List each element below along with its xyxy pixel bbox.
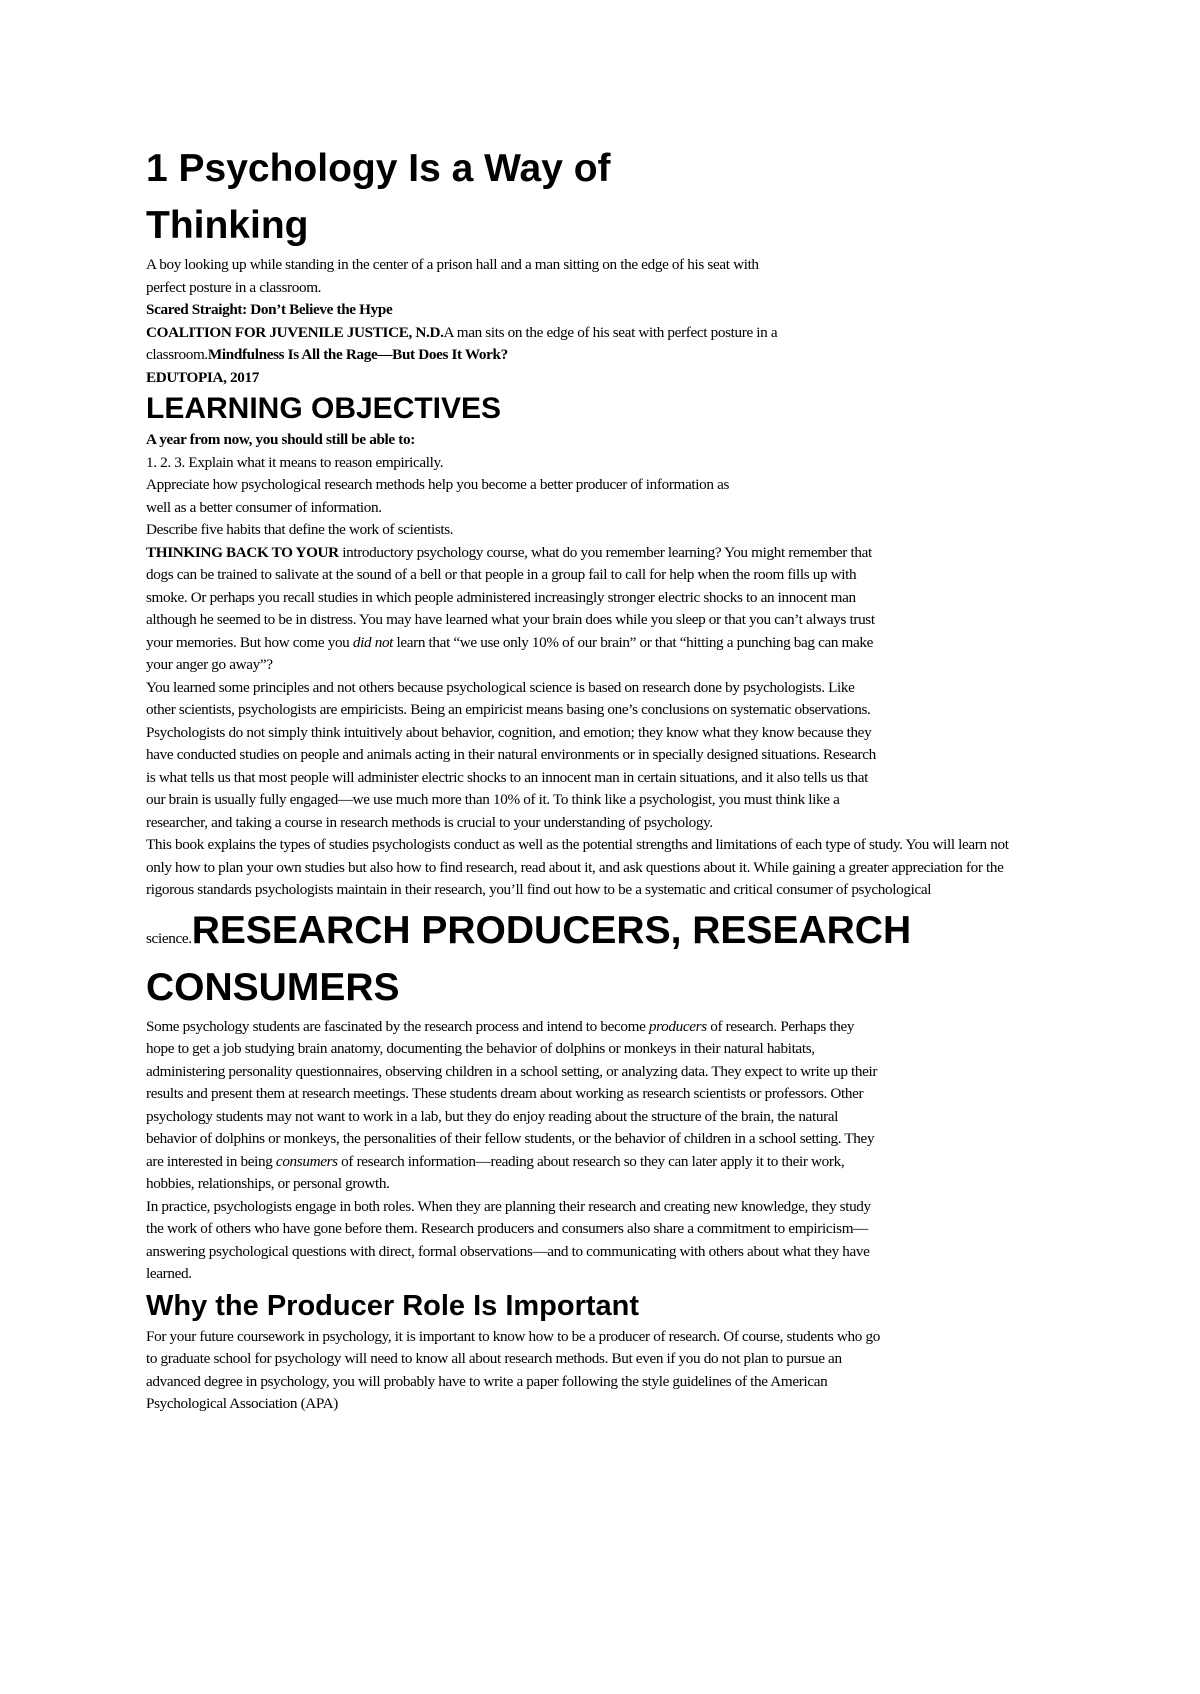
paragraph-book-overview-text: This book explains the types of studies psychologists conduct as well as the potential strengths and limitations of each type of study. You will learn not only how to plan your own studies but also how to find research, read about it, and ask questions about it. While gaining a greater appreciation for the rigorous standards psychologists maintain in their research, you’ll find out how to be a systematic and critical consumer of psychological science. bbox=[146, 836, 1009, 947]
source2-title: Mindfulness Is All the Rage—But Does It Work? bbox=[207, 346, 508, 363]
objective-2: Appreciate how psychological research methods help you become a better producer of information as well as a better consumer of information. bbox=[146, 476, 730, 516]
paragraph-producers-consumers bbox=[146, 1016, 881, 1196]
paragraph-pc-emphasis-consumers: consumers bbox=[275, 1152, 338, 1170]
paragraph-intro-emphasis: did not bbox=[352, 633, 394, 651]
chapter-title: 1 Psychology Is a Way of Thinking bbox=[146, 147, 611, 247]
objective-1: 1. 2. 3. Explain what it means to reason empirically. bbox=[146, 453, 444, 471]
paragraph-pc-text-c: of research information—reading about research so they can later apply it to their work, hobbies, relationships, or personal growth. bbox=[146, 1152, 845, 1192]
section-heading: RESEARCH PRODUCERS, RESEARCH CONSUMERS bbox=[146, 908, 912, 1009]
objective-3: Describe five habits that define the work of scientists. bbox=[146, 521, 454, 538]
document-page bbox=[146, 140, 1046, 1416]
paragraph-empiricism: You learned some principles and not others because psychological science is based on research done by psychologists. Like other scientists, psychologists are empiricists. Being an empiricist means basing one’s conclusions on systematic observations. Psychologists do not simply think intuitively about behavior, cognition, and emotion; they know what they know because they have conducted studies on people and animals acting in their natural environments or in specially designed situations. Research is what tells us that most people will administer electric shocks to an innocent man in certain situations, and it also tells us that our brain is usually fully engaged—we use much more than 10% of it. To think like a psychologist, you must think like a researcher, and taking a course in research methods is crucial to your understanding of psychology. bbox=[146, 678, 876, 831]
paragraph-pc-emphasis-producers: producers bbox=[648, 1017, 707, 1035]
paragraph-intro-text-b: learn that “we use only 10% of our brain” or that “hitting a punching bag can make your anger go away”? bbox=[146, 633, 874, 673]
source1-line bbox=[146, 322, 906, 367]
paragraph-intro bbox=[146, 542, 881, 677]
paragraph-pc-text-b: of research. Perhaps they hope to get a job studying brain anatomy, documenting the behavior of dolphins or monkeys in their natural habitats, administering personality questionnaires, observing children in a school setting, or analyzing data. They expect to write up their results and present them at research meetings. These students dream about working as research scientists or professors. Other psychology students may not want to work in a lab, but they do enjoy reading about the structure of the brain, the natural behavior of dolphins or monkeys, the personalities of their fellow students, or the behavior of children in a school setting. They are interested in being bbox=[146, 1017, 878, 1170]
subsection-heading: Why the Producer Role Is Important bbox=[146, 1289, 640, 1322]
paragraph-both-roles: In practice, psychologists engage in both roles. When they are planning their research and creating new knowledge, they study the work of others who have gone before them. Research producers and consumers also share a commitment to empiricism—answering psychological questions with direct, formal observations—and to communicating with others about what they have learned. bbox=[146, 1197, 871, 1282]
source1-org: COALITION FOR JUVENILE JUSTICE, N.D. bbox=[146, 323, 444, 341]
paragraph-pc-text-a: Some psychology students are fascinated by the research process and intend to become bbox=[146, 1017, 649, 1035]
source1-title: Scared Straight: Don’t Believe the Hype bbox=[146, 301, 393, 318]
paragraph-intro-text-a: introductory psychology course, what do you remember learning? You might remember that dogs can be trained to salivate at the sound of a bell or that people in a group fail to call for help when the room fills up with smoke. Or perhaps you recall studies in which people administered increasingly stronger electric shocks to an innocent man although he seemed to be in distress. You may have learned what your brain does while you sleep or that you can’t always trust your memories. But how come you bbox=[146, 543, 875, 651]
objectives-intro: A year from now, you should still be able to: bbox=[146, 431, 415, 448]
paragraph-producer-role: For your future coursework in psychology, it is important to know how to be a producer of research. Of course, students who go to graduate school for psychology will need to know all about research methods. But even if you do not plan to pursue an advanced degree in psychology, you will probably have to write a paper following the style guidelines of the American Psychological Association (APA) bbox=[146, 1327, 880, 1412]
source1-alt-text: A man sits on the edge of his seat with perfect posture in a classroom. bbox=[146, 323, 778, 363]
image-caption: A boy looking up while standing in the center of a prison hall and a man sitting on the edge of his seat with perfect posture in a classroom. bbox=[146, 256, 759, 296]
paragraph-book-overview bbox=[146, 834, 1026, 1016]
source2-org: EDUTOPIA, 2017 bbox=[146, 368, 259, 386]
paragraph-intro-lead: THINKING BACK TO YOUR bbox=[146, 543, 339, 561]
objectives-heading: LEARNING OBJECTIVES bbox=[146, 392, 502, 425]
